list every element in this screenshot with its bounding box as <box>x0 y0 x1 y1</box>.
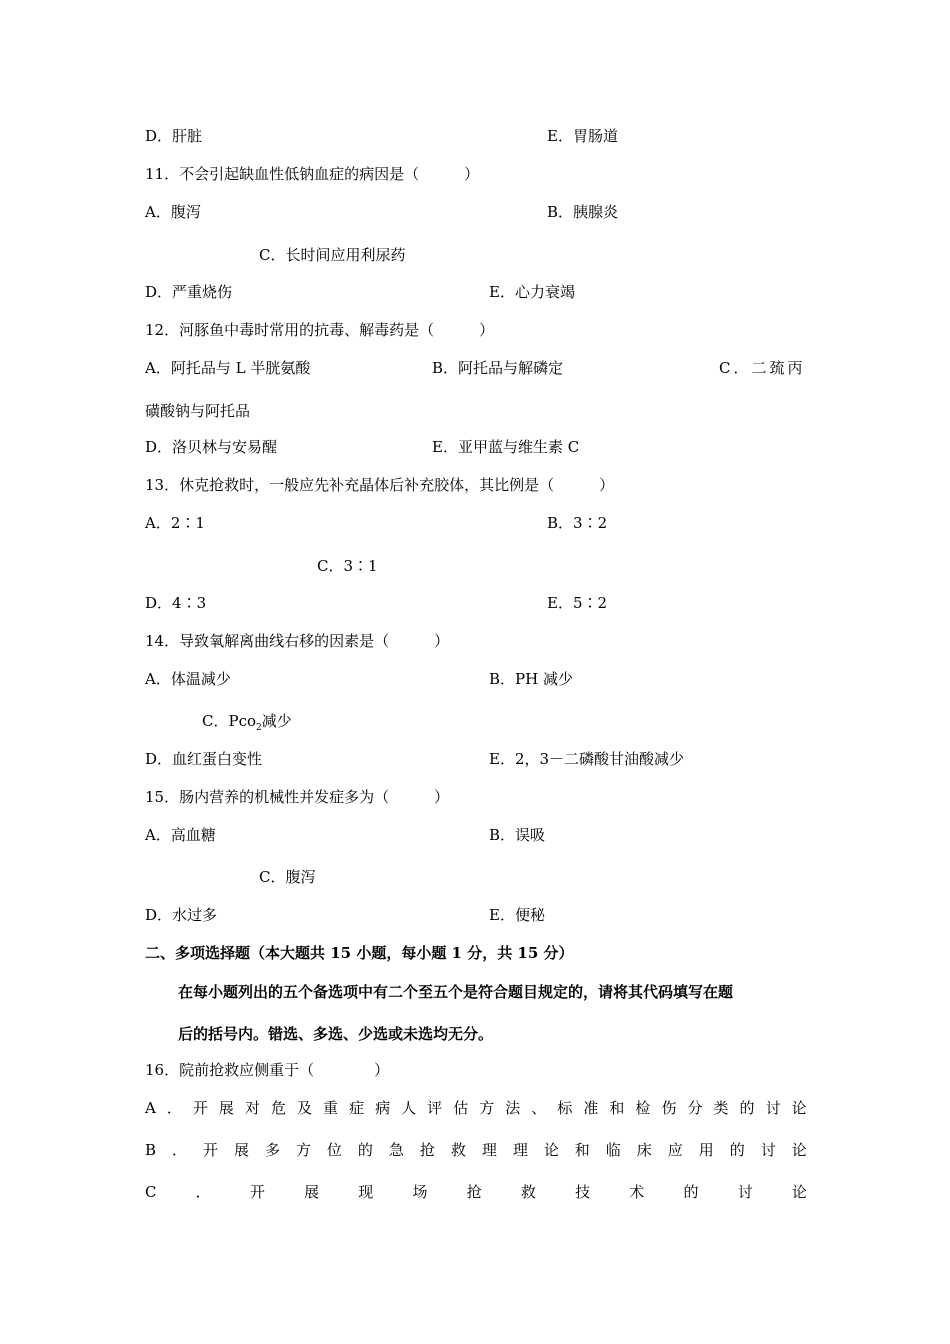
q13-option-c: C．3∶1 <box>317 557 378 575</box>
q15-option-d: D．水过多 <box>145 906 218 924</box>
option-char: 技 <box>575 1183 591 1201</box>
q11-option-c: C．长时间应用利尿药 <box>259 246 406 264</box>
option-char: 危 <box>270 1099 286 1117</box>
option-char: 、 <box>531 1099 547 1117</box>
question-13: 13．休克抢救时，一般应先补充晶体后补充胶体，其比例是（ ） <box>145 476 615 494</box>
option-char: 展 <box>233 1141 249 1159</box>
option-char: 开 <box>249 1183 265 1201</box>
q11-option-b: B．胰腺炎 <box>547 203 619 221</box>
q13-option-b: B．3∶2 <box>547 514 608 532</box>
q12-option-b: B．阿托品与解磷定 <box>432 359 564 377</box>
q14-option-b: B．PH 减少 <box>489 670 573 688</box>
option-char: C <box>145 1183 157 1201</box>
option-char: 伤 <box>661 1099 677 1117</box>
option-char: 开 <box>192 1099 208 1117</box>
option-char: 和 <box>609 1099 625 1117</box>
option-char: 人 <box>401 1099 417 1117</box>
option-char: 论 <box>791 1183 807 1201</box>
q10-option-d: D．肝脏 <box>145 127 203 145</box>
option-char: 和 <box>574 1141 590 1159</box>
option-char: 理 <box>481 1141 497 1159</box>
option-char: ． <box>172 1141 188 1159</box>
option-char: 理 <box>512 1141 528 1159</box>
question-16: 16．院前抢救应侧重于（ ） <box>145 1061 390 1079</box>
q12-option-c-continued: 磺酸钠与阿托品 <box>145 402 251 420</box>
option-char: 床 <box>636 1141 652 1159</box>
question-12: 12．河豚鱼中毒时常用的抗毒、解毒药是（ ） <box>145 321 495 339</box>
option-char: 应 <box>667 1141 683 1159</box>
option-char: 论 <box>543 1141 559 1159</box>
option-char: 类 <box>713 1099 729 1117</box>
q12-option-a: A．阿托品与 L 半胱氨酸 <box>145 359 311 377</box>
q13-option-e: E．5∶2 <box>547 594 608 612</box>
q15-option-e: E．便秘 <box>489 906 545 924</box>
option-char: 法 <box>505 1099 521 1117</box>
option-char: 方 <box>295 1141 311 1159</box>
option-char: 讨 <box>760 1141 776 1159</box>
option-char: 的 <box>357 1141 373 1159</box>
q13-option-a: A．2∶1 <box>145 514 205 532</box>
q14-option-a: A．体温减少 <box>145 670 231 688</box>
option-char: 抢 <box>419 1141 435 1159</box>
option-char: 开 <box>202 1141 218 1159</box>
option-char: 论 <box>791 1141 807 1159</box>
question-15: 15．肠内营养的机械性并发症多为（ ） <box>145 788 450 806</box>
option-char: 展 <box>304 1183 320 1201</box>
q14-option-d: D．血红蛋白变性 <box>145 750 263 768</box>
q16-option-b <box>145 1140 807 1160</box>
q12-option-c: C．二巯丙 <box>719 359 806 377</box>
option-char: 检 <box>635 1099 651 1117</box>
option-char: 方 <box>479 1099 495 1117</box>
q15-option-c: C．腹泻 <box>259 868 316 886</box>
q16-option-c <box>145 1182 807 1202</box>
option-char: 论 <box>791 1099 807 1117</box>
q11-option-d: D．严重烧伤 <box>145 283 233 301</box>
q12-option-d: D．洛贝林与安易醒 <box>145 438 278 456</box>
q15-option-a: A．高血糖 <box>145 826 216 844</box>
option-char: 多 <box>264 1141 280 1159</box>
option-char: 的 <box>739 1099 755 1117</box>
option-char: 救 <box>450 1141 466 1159</box>
section-2-instructions-line-1: 在每小题列出的五个备选项中有二个至五个是符合题目规定的，请将其代码填写在题 <box>178 983 734 1001</box>
option-char: 准 <box>583 1099 599 1117</box>
q14-option-c-subscript: 2 <box>256 723 262 733</box>
option-char: 现 <box>358 1183 374 1201</box>
option-char: 对 <box>244 1099 260 1117</box>
option-char: 讨 <box>737 1183 753 1201</box>
option-char: 分 <box>687 1099 703 1117</box>
q15-option-b: B．误吸 <box>489 826 546 844</box>
q14-option-e: E．2，3－二磷酸甘油酸减少 <box>489 750 685 768</box>
option-char: 标 <box>557 1099 573 1117</box>
question-11: 11．不会引起缺血性低钠血症的病因是（ ） <box>145 165 480 183</box>
option-char: A <box>145 1099 156 1117</box>
option-char: 用 <box>698 1141 714 1159</box>
q10-option-e: E．胃肠道 <box>547 127 618 145</box>
option-char: ． <box>166 1099 182 1117</box>
option-char: 估 <box>453 1099 469 1117</box>
option-char: B <box>145 1141 157 1159</box>
option-char: 重 <box>323 1099 339 1117</box>
option-char: 救 <box>520 1183 536 1201</box>
option-char: 急 <box>388 1141 404 1159</box>
option-char: 临 <box>605 1141 621 1159</box>
question-14: 14．导致氧解离曲线右移的因素是（ ） <box>145 632 450 650</box>
q11-option-a: A．腹泻 <box>145 203 201 221</box>
option-char: 场 <box>412 1183 428 1201</box>
q14-option-c-suffix: 减少 <box>261 712 292 730</box>
option-char: 病 <box>375 1099 391 1117</box>
option-char: 位 <box>326 1141 342 1159</box>
q14-option-c <box>202 711 292 738</box>
q14-option-c-text: C．Pco <box>202 712 257 730</box>
q16-option-a <box>145 1098 807 1118</box>
option-char: 抢 <box>466 1183 482 1201</box>
option-char: 讨 <box>765 1099 781 1117</box>
option-char: 术 <box>629 1183 645 1201</box>
option-char: 症 <box>349 1099 365 1117</box>
option-char: 的 <box>683 1183 699 1201</box>
option-char: ． <box>195 1183 211 1201</box>
option-char: 及 <box>297 1099 313 1117</box>
q11-option-e: E．心力衰竭 <box>489 283 575 301</box>
section-2-instructions-line-2: 后的括号内。错选、多选、少选或未选均无分。 <box>178 1025 494 1043</box>
q13-option-d: D．4∶3 <box>145 594 207 612</box>
section-2-title: 二、多项选择题（本大题共 15 小题，每小题 1 分，共 15 分） <box>145 944 574 962</box>
option-char: 评 <box>427 1099 443 1117</box>
q12-option-e: E．亚甲蓝与维生素 C <box>432 438 580 456</box>
option-char: 展 <box>218 1099 234 1117</box>
option-char: 的 <box>729 1141 745 1159</box>
